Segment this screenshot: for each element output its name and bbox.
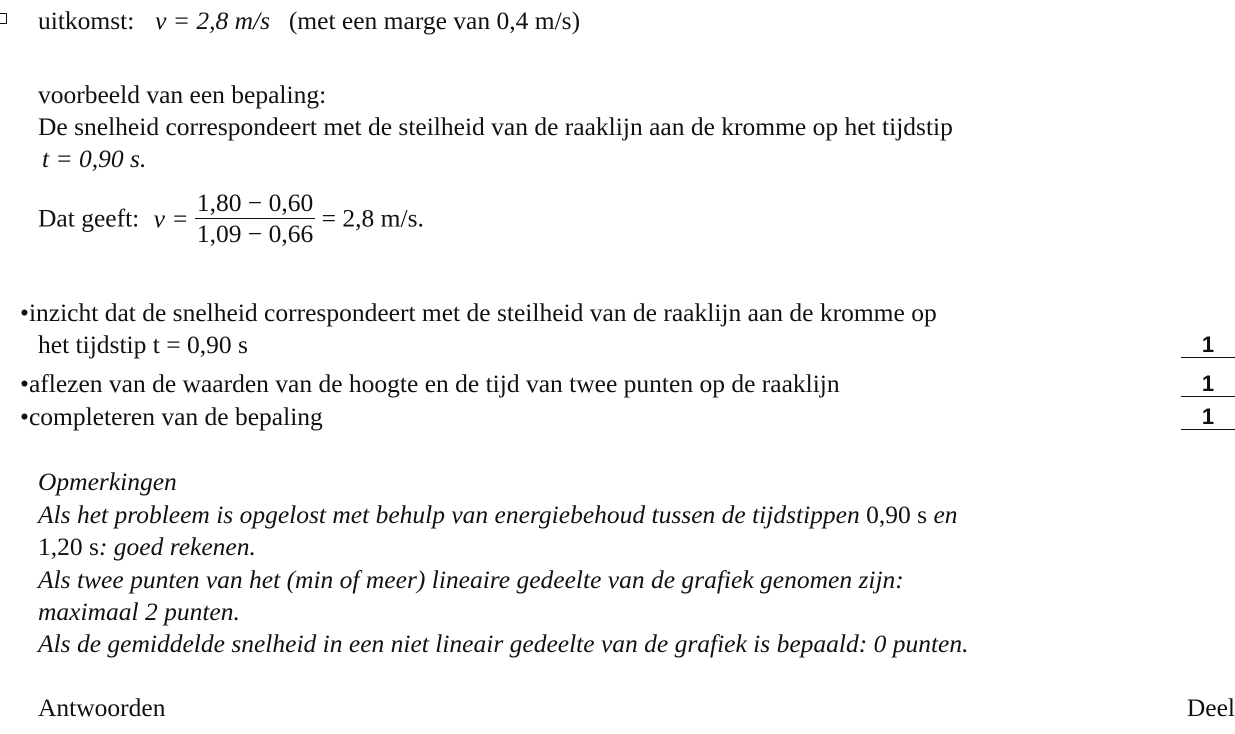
example-line-1: De snelheid correspondeert met de steilheid van de raaklijn aan de kromme op het tijdstip bbox=[38, 112, 953, 141]
criterion-2 bbox=[20, 368, 840, 400]
remark-1-line-2 bbox=[38, 531, 256, 563]
calc-result: = 2,8 m/s. bbox=[321, 203, 424, 233]
criterion-2-line-1: aflezen van de waarden van de hoogte en de tijd van twee punten op de raaklijn bbox=[28, 369, 840, 398]
remark-1-line-1 bbox=[38, 499, 958, 531]
answer-formula: v = 2,8 m/s bbox=[155, 6, 271, 35]
calc-prefix: Dat geeft: bbox=[38, 203, 140, 233]
remarks-heading: Opmerkingen bbox=[38, 467, 177, 496]
answer-line bbox=[38, 5, 580, 37]
calculation bbox=[38, 188, 424, 249]
criterion-3 bbox=[20, 401, 323, 433]
remark-1b: 0,90 s bbox=[866, 500, 928, 529]
example-line-2: t = 0,90 s. bbox=[42, 144, 147, 173]
example-heading: voorbeeld van een bepaling: bbox=[38, 80, 327, 109]
criterion-1 bbox=[20, 297, 937, 329]
remark-3: Als de gemiddelde snelheid in een niet lineair gedeelte van de grafiek is bepaald: 0 punten. bbox=[38, 629, 969, 658]
fraction-denominator: 1,09 − 0,66 bbox=[196, 219, 314, 248]
calc-variable: v = bbox=[153, 203, 189, 233]
remark-1c: en bbox=[933, 500, 958, 529]
fraction-numerator: 1,80 − 0,60 bbox=[196, 188, 314, 217]
criterion-3-line-1: completeren van de bepaling bbox=[28, 402, 323, 431]
footer-right: Deel bbox=[1186, 693, 1235, 722]
bullet-icon: • bbox=[20, 369, 29, 398]
answer-label: uitkomst: bbox=[38, 6, 135, 35]
bullet-icon: • bbox=[20, 298, 29, 327]
criterion-2-points: 1 bbox=[1181, 372, 1235, 397]
fraction bbox=[195, 188, 315, 249]
criterion-1-line-1: inzicht dat de snelheid correspondeert met de steilheid van de raaklijn aan de kromme op bbox=[28, 298, 937, 327]
remark-1d: 1,20 s bbox=[38, 532, 99, 561]
remark-2-line-2: maximaal 2 punten. bbox=[38, 597, 240, 626]
remark-1e: : goed rekenen. bbox=[98, 532, 256, 561]
checkbox-icon bbox=[0, 13, 7, 24]
footer-left: Antwoorden bbox=[38, 693, 166, 722]
criterion-1-points: 1 bbox=[1181, 333, 1235, 358]
criterion-1-line-2: het tijdstip t = 0,90 s bbox=[38, 330, 248, 359]
remark-2-line-1: Als twee punten van het (min of meer) lineaire gedeelte van de grafiek genomen zijn: bbox=[38, 565, 904, 594]
criterion-3-points: 1 bbox=[1181, 405, 1235, 430]
answer-margin: (met een marge van 0,4 m/s) bbox=[288, 6, 581, 35]
bullet-icon: • bbox=[20, 402, 29, 431]
remark-1a: Als het probleem is opgelost met behulp van energiebehoud tussen de tijdstippen bbox=[38, 500, 860, 529]
